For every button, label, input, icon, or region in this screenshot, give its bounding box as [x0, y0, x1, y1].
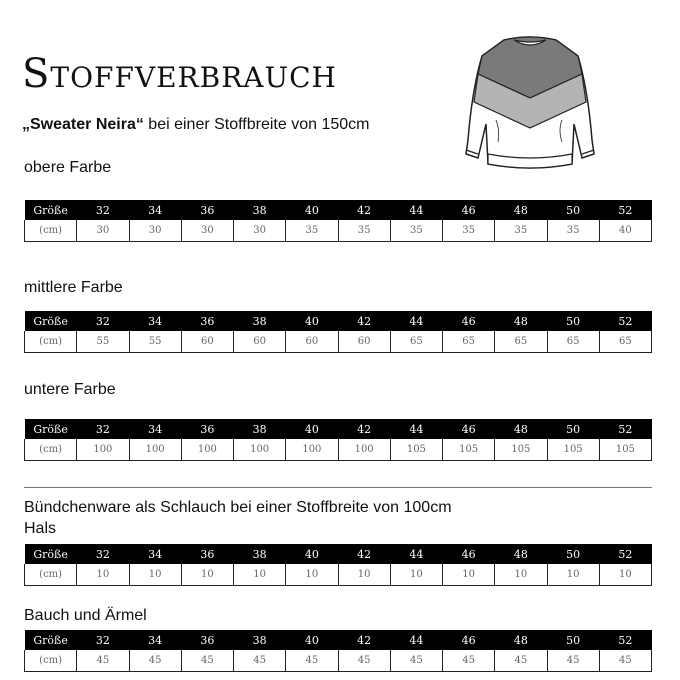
value-cell: 105: [599, 439, 651, 461]
value-cell: 30: [77, 220, 129, 242]
section-divider: [24, 487, 652, 488]
unit-cell: (cm): [25, 439, 77, 461]
header-cell: 52: [599, 544, 651, 564]
header-cell: Größe: [25, 419, 77, 439]
value-cell: 100: [129, 439, 181, 461]
header-cell: 38: [234, 311, 286, 331]
header-cell: 36: [181, 630, 233, 650]
value-cell: 45: [234, 650, 286, 672]
value-cell: 35: [443, 220, 495, 242]
value-cell: 10: [181, 564, 233, 586]
header-cell: 48: [495, 630, 547, 650]
header-cell: 52: [599, 630, 651, 650]
table-neck: [24, 544, 652, 586]
value-cell: 10: [129, 564, 181, 586]
header-cell: 36: [181, 200, 233, 220]
header-cell: 50: [547, 200, 599, 220]
unit-cell: (cm): [25, 331, 77, 353]
header-cell: 50: [547, 419, 599, 439]
value-cell: 40: [599, 220, 651, 242]
sweater-icon: [456, 30, 604, 180]
value-cell: 35: [390, 220, 442, 242]
unit-cell: (cm): [25, 220, 77, 242]
header-cell: 46: [443, 419, 495, 439]
pattern-name: „Sweater Neira“: [22, 116, 144, 133]
value-cell: 105: [547, 439, 599, 461]
value-cell: 10: [390, 564, 442, 586]
value-cell: 55: [77, 331, 129, 353]
header-cell: Größe: [25, 544, 77, 564]
header-cell: 44: [390, 630, 442, 650]
value-cell: 45: [547, 650, 599, 672]
header-cell: 32: [77, 200, 129, 220]
header-cell: Größe: [25, 630, 77, 650]
value-cell: 65: [443, 331, 495, 353]
unit-cell: (cm): [25, 650, 77, 672]
header-cell: 40: [286, 630, 338, 650]
header-cell: 32: [77, 419, 129, 439]
header-cell: 34: [129, 200, 181, 220]
value-cell: 60: [286, 331, 338, 353]
header-cell: 44: [390, 544, 442, 564]
header-cell: 42: [338, 630, 390, 650]
value-cell: 60: [234, 331, 286, 353]
table-value-row: [25, 439, 652, 461]
header-cell: 52: [599, 419, 651, 439]
subtitle: [22, 116, 369, 134]
value-cell: 105: [443, 439, 495, 461]
header-cell: 52: [599, 200, 651, 220]
header-cell: 32: [77, 544, 129, 564]
value-cell: 45: [495, 650, 547, 672]
value-cell: 10: [495, 564, 547, 586]
header-cell: 48: [495, 544, 547, 564]
header-cell: 50: [547, 630, 599, 650]
value-cell: 105: [495, 439, 547, 461]
header-cell: 46: [443, 200, 495, 220]
table-value-row: [25, 331, 652, 353]
value-cell: 65: [599, 331, 651, 353]
value-cell: 60: [338, 331, 390, 353]
page-title: Stoffverbrauch: [22, 51, 337, 97]
value-cell: 45: [338, 650, 390, 672]
value-cell: 65: [547, 331, 599, 353]
header-cell: 38: [234, 419, 286, 439]
value-cell: 100: [234, 439, 286, 461]
value-cell: 10: [286, 564, 338, 586]
header-cell: 32: [77, 630, 129, 650]
table-header-row: [25, 419, 652, 439]
value-cell: 35: [286, 220, 338, 242]
value-cell: 10: [599, 564, 651, 586]
header-cell: 42: [338, 544, 390, 564]
header-cell: 38: [234, 200, 286, 220]
value-cell: 45: [129, 650, 181, 672]
ribbing-heading: Bündchenware als Schlauch bei einer Stoffbreite von 100cm: [24, 499, 452, 516]
header-cell: Größe: [25, 311, 77, 331]
value-cell: 35: [547, 220, 599, 242]
subtitle-rest: bei einer Stoffbreite von 150cm: [143, 116, 370, 133]
header-cell: 40: [286, 200, 338, 220]
header-cell: 42: [338, 419, 390, 439]
header-cell: 42: [338, 311, 390, 331]
value-cell: 55: [129, 331, 181, 353]
value-cell: 10: [77, 564, 129, 586]
header-cell: 48: [495, 311, 547, 331]
value-cell: 45: [443, 650, 495, 672]
value-cell: 45: [181, 650, 233, 672]
value-cell: 100: [181, 439, 233, 461]
value-cell: 45: [286, 650, 338, 672]
header-cell: 34: [129, 544, 181, 564]
table-header-row: [25, 630, 652, 650]
value-cell: 65: [495, 331, 547, 353]
table-lower-color: [24, 419, 652, 461]
header-cell: 38: [234, 630, 286, 650]
value-cell: 100: [286, 439, 338, 461]
table-header-row: [25, 200, 652, 220]
section-label-middle-color: mittlere Farbe: [24, 279, 123, 296]
value-cell: 60: [181, 331, 233, 353]
table-header-row: [25, 311, 652, 331]
header-cell: 44: [390, 311, 442, 331]
value-cell: 45: [77, 650, 129, 672]
value-cell: 30: [234, 220, 286, 242]
value-cell: 45: [390, 650, 442, 672]
header-cell: 40: [286, 544, 338, 564]
header-cell: 36: [181, 419, 233, 439]
header-cell: 46: [443, 630, 495, 650]
header-cell: 48: [495, 200, 547, 220]
section-label-neck: Hals: [24, 520, 57, 537]
header-cell: 44: [390, 200, 442, 220]
header-cell: 34: [129, 311, 181, 331]
header-cell: 40: [286, 311, 338, 331]
value-cell: 30: [181, 220, 233, 242]
value-cell: 100: [338, 439, 390, 461]
header-cell: 38: [234, 544, 286, 564]
table-upper-color: [24, 200, 652, 242]
header-cell: 50: [547, 544, 599, 564]
value-cell: 65: [390, 331, 442, 353]
value-cell: 10: [443, 564, 495, 586]
value-cell: 35: [338, 220, 390, 242]
header-cell: 34: [129, 419, 181, 439]
table-waist-sleeves: [24, 630, 652, 672]
header-cell: 34: [129, 630, 181, 650]
header-cell: 36: [181, 311, 233, 331]
value-cell: 100: [77, 439, 129, 461]
header-cell: 52: [599, 311, 651, 331]
table-value-row: [25, 220, 652, 242]
header-cell: 44: [390, 419, 442, 439]
header-cell: 32: [77, 311, 129, 331]
table-middle-color: [24, 311, 652, 353]
header-cell: 46: [443, 311, 495, 331]
table-value-row: [25, 650, 652, 672]
value-cell: 30: [129, 220, 181, 242]
header-cell: 50: [547, 311, 599, 331]
table-header-row: [25, 544, 652, 564]
header-cell: 48: [495, 419, 547, 439]
value-cell: 35: [495, 220, 547, 242]
value-cell: 10: [547, 564, 599, 586]
value-cell: 10: [234, 564, 286, 586]
header-cell: 46: [443, 544, 495, 564]
header-cell: 36: [181, 544, 233, 564]
unit-cell: (cm): [25, 564, 77, 586]
table-value-row: [25, 564, 652, 586]
value-cell: 105: [390, 439, 442, 461]
value-cell: 45: [599, 650, 651, 672]
section-label-lower-color: untere Farbe: [24, 381, 116, 398]
value-cell: 10: [338, 564, 390, 586]
header-cell: Größe: [25, 200, 77, 220]
header-cell: 42: [338, 200, 390, 220]
header-cell: 40: [286, 419, 338, 439]
section-label-waist-sleeves: Bauch und Ärmel: [24, 607, 147, 624]
section-label-upper-color: obere Farbe: [24, 159, 112, 176]
